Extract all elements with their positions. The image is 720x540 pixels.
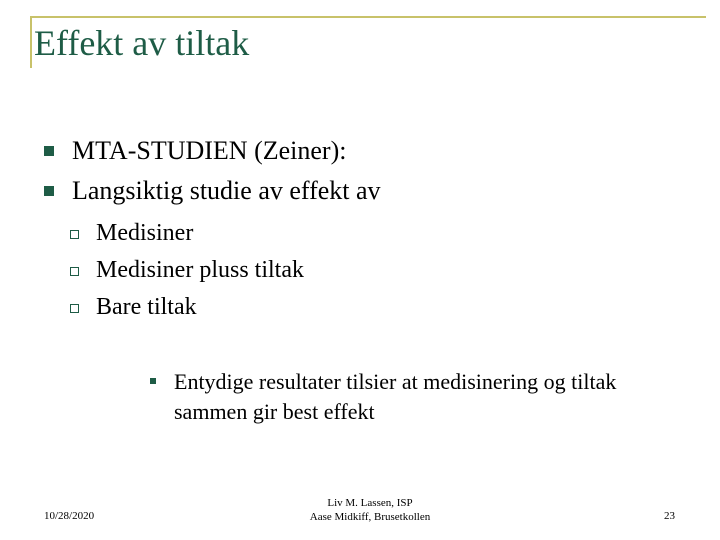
footer-author-line2: Aase Midkiff, Brusetkollen bbox=[309, 511, 431, 523]
slide-title: Effekt av tiltak bbox=[34, 23, 250, 63]
footer-date: 10/28/2020 bbox=[44, 510, 95, 522]
bullet-mta-studien: MTA-STUDIEN (Zeiner): bbox=[72, 136, 347, 165]
hollow-square-bullet-icon bbox=[70, 230, 79, 239]
small-square-bullet-icon bbox=[150, 378, 156, 384]
footer-author bbox=[250, 496, 490, 524]
frame-left-line bbox=[30, 16, 32, 68]
footer-page-number: 23 bbox=[664, 510, 675, 522]
sub-bullet-bare-tiltak: Bare tiltak bbox=[96, 294, 197, 320]
square-bullet-icon bbox=[44, 186, 54, 196]
sub-sub-bullet-conclusion: Entydige resultater tilsier at medisinering og tiltak sammen gir best effekt bbox=[174, 369, 617, 424]
bullet-langsiktig-studie: Langsiktig studie av effekt av bbox=[72, 176, 381, 205]
sub-bullet-medisiner: Medisiner bbox=[96, 220, 194, 246]
hollow-square-bullet-icon bbox=[70, 267, 79, 276]
square-bullet-icon bbox=[44, 146, 54, 156]
sub-bullet-medisiner-pluss-tiltak: Medisiner pluss tiltak bbox=[96, 257, 304, 283]
frame-top-line bbox=[30, 16, 706, 18]
hollow-square-bullet-icon bbox=[70, 304, 79, 313]
footer-author-line1: Liv M. Lassen, ISP bbox=[327, 497, 413, 509]
